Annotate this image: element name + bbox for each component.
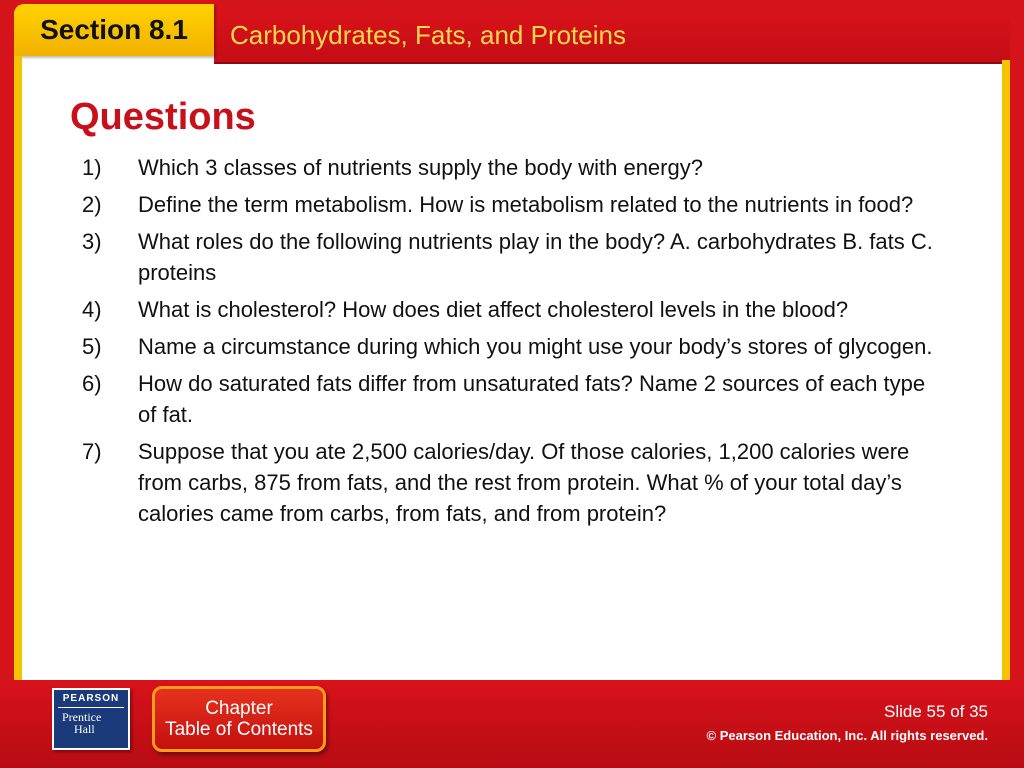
page-title: Questions [70, 96, 256, 138]
chapter-table-of-contents-button[interactable] [152, 686, 326, 752]
question-number: 5) [82, 334, 102, 359]
question-item [82, 331, 942, 362]
rail-left [14, 56, 22, 680]
question-number: 4) [82, 297, 102, 322]
section-tab [14, 4, 214, 56]
copyright-notice: © Pearson Education, Inc. All rights reserved. [706, 728, 988, 743]
question-text: Name a circumstance during which you might use your body’s stores of glycogen. [138, 334, 933, 359]
section-title: Carbohydrates, Fats, and Proteins [230, 20, 626, 50]
question-number: 7) [82, 439, 102, 464]
question-item [82, 436, 942, 529]
question-list [82, 152, 942, 535]
question-item [82, 368, 942, 430]
frame-right [1010, 0, 1024, 768]
question-number: 6) [82, 371, 102, 396]
section-label: Section 8.1 [40, 14, 188, 45]
question-item [82, 226, 942, 288]
question-number: 1) [82, 155, 102, 180]
question-text: Define the term metabolism. How is metabolism related to the nutrients in food? [138, 192, 914, 217]
chapter-button-line2: Table of Contents [165, 719, 313, 740]
slide-counter: Slide 55 of 35 [884, 702, 988, 721]
rail-right [1002, 60, 1010, 680]
question-text: How do saturated fats differ from unsaturated fats? Name 2 sources of each type of fat. [138, 371, 926, 427]
logo-imprint-line1: Prentice [62, 710, 102, 724]
question-text: What is cholesterol? How does diet affect cholesterol levels in the blood? [138, 297, 849, 322]
question-text: Suppose that you ate 2,500 calories/day. Of those calories, 1,200 calories were from carbs, 875 from fats, and the rest from protein. What % of your total day’s calories came from carbs, from fats, and from protein? [138, 439, 910, 526]
logo-imprint [62, 711, 124, 735]
logo-brand: PEARSON [62, 693, 120, 704]
question-text: What roles do the following nutrients play in the body? A. carbohydrates B. fats C. proteins [138, 229, 933, 285]
question-item [82, 294, 942, 325]
frame-left [0, 0, 14, 768]
question-item [82, 189, 942, 220]
chapter-button-line1: Chapter [205, 698, 273, 719]
question-text: Which 3 classes of nutrients supply the body with energy? [138, 155, 703, 180]
pearson-logo[interactable] [52, 688, 130, 750]
question-item [82, 152, 942, 183]
logo-divider [58, 707, 124, 708]
logo-imprint-line2: Hall [74, 722, 95, 736]
question-number: 3) [82, 229, 102, 254]
question-number: 2) [82, 192, 102, 217]
